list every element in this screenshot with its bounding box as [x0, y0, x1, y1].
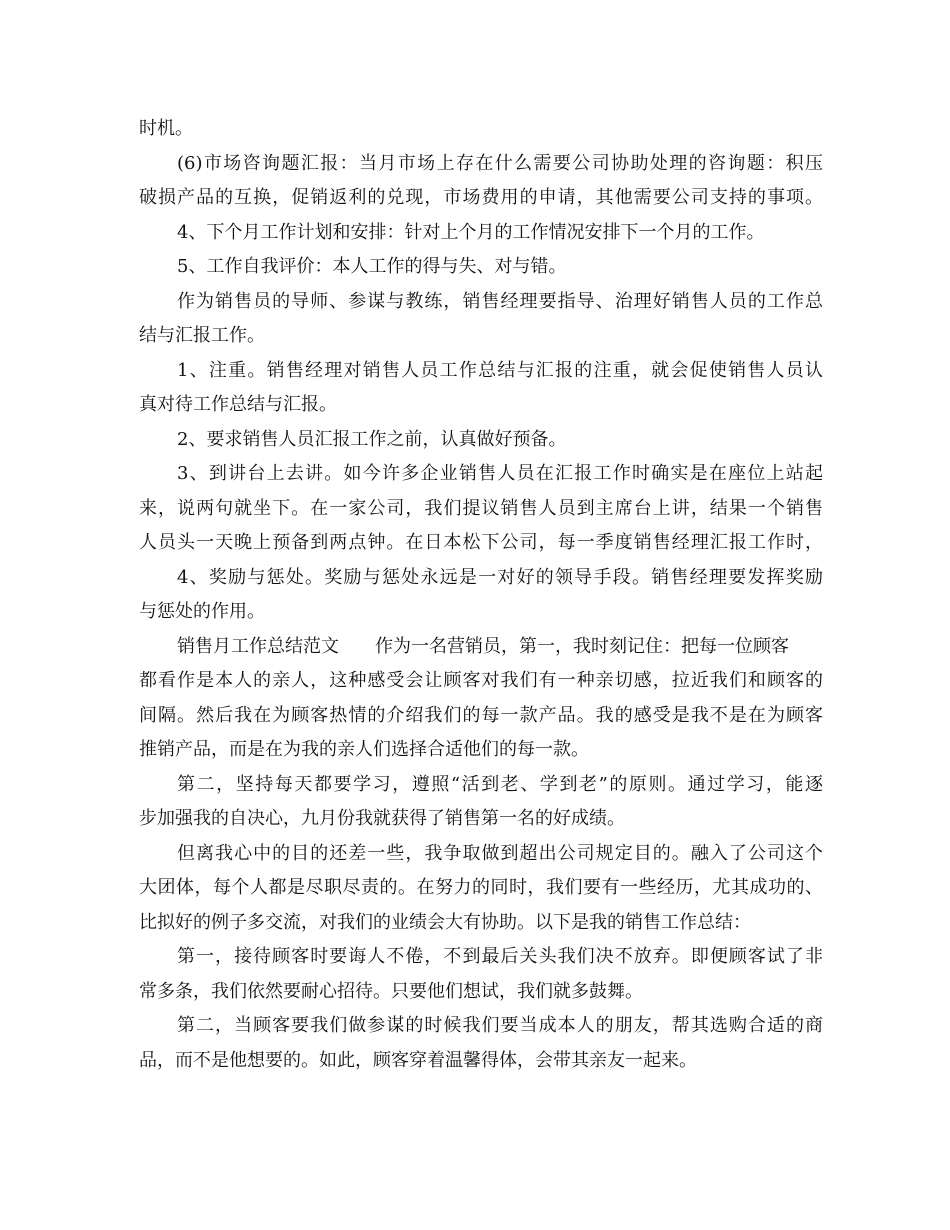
- text-line: 但离我心中的目的还差一些，我争取做到超出公司规定目的。融入了公司这个: [177, 842, 823, 864]
- text-line: 作为销售员的导师、参谋与教练，销售经理要指导、治理好销售人员的工作总: [177, 290, 823, 312]
- text-line: 间隔。然后我在为顾客热情的介绍我们的每一款产品。我的感受是我不是在为顾客: [139, 704, 823, 726]
- text-line: 4、奖励与惩处。奖励与惩处永远是一对好的领导手段。销售经理要发挥奖励: [177, 566, 823, 588]
- text-line: 来，说两句就坐下。在一家公司，我们提议销售人员到主席台上讲，结果一个销售: [139, 497, 823, 519]
- text-line: 结与汇报工作。: [139, 325, 265, 346]
- text-line: 破损产品的互换，促销返利的兑现，市场费用的申请，其他需要公司支持的事项。: [139, 187, 823, 208]
- text-line: 人员头一天晚上预备到两点钟。在日本松下公司，每一季度销售经理汇报工作时，: [139, 532, 823, 553]
- text-line: 3、到讲台上去讲。如今许多企业销售人员在汇报工作时确实是在座位上站起: [177, 463, 823, 484]
- text-line: 4、下个月工作计划和安排：针对上个月的工作情况安排下一个月的工作。: [177, 221, 765, 243]
- text-line: 比拟好的例子多交流，对我们的业绩会大有协助。以下是我的销售工作总结：: [139, 911, 751, 933]
- text-line: 1、注重。销售经理对销售人员工作总结与汇报的注重，就会促使销售人员认: [177, 359, 823, 381]
- inline-heading: 销售月工作总结范文: [177, 635, 339, 657]
- text-line: 大团体，每个人都是尽职尽责的。在努力的同时，我们要有一些经历，尤其成功的、: [139, 877, 823, 898]
- heading-line: [139, 630, 823, 665]
- text-line: 第二，当顾客要我们做参谋的时候我们要当成本人的朋友，帮其选购合适的商: [177, 1015, 823, 1036]
- text-line: 2、要求销售人员汇报工作之前，认真做好预备。: [177, 428, 567, 450]
- text-line: 第二，坚持每天都要学习，遵照“活到老、学到老”的原则。通过学习，能逐: [177, 773, 823, 795]
- text-line: 第一，接待顾客时要诲人不倦，不到最后关头我们决不放弃。即便顾客试了非: [177, 946, 823, 967]
- text-line: 都看作是本人的亲人，这种感受会让顾客对我们有一种亲切感，拉近我们和顾客的: [139, 670, 823, 691]
- text-line: 5、工作自我评价：本人工作的得与失、对与错。: [177, 256, 567, 277]
- text-line: 推销产品，而是在为我的亲人们选择合适他们的每一款。: [139, 739, 589, 760]
- text-line: 作为一名营销员，第一，我时刻记住：把每一位顾客: [375, 635, 789, 657]
- text-line: 常多条，我们依然要耐心招待。只要他们想试，我们就多鼓舞。: [139, 980, 643, 1002]
- text-line: 品，而不是他想要的。如此，顾客穿着温馨得体，会带其亲友一起来。: [139, 1049, 697, 1071]
- text-line: 与惩处的作用。: [139, 601, 265, 622]
- text-line: (6)市场咨询题汇报：当月市场上存在什么需要公司协助处理的咨询题：积压: [177, 152, 823, 174]
- document-body: [139, 112, 823, 1078]
- text-line: 真对待工作总结与汇报。: [139, 394, 337, 415]
- text-line: 时机。: [139, 118, 193, 139]
- text-line: 步加强我的自决心，九月份我就获得了销售第一名的好成绩。: [139, 808, 625, 829]
